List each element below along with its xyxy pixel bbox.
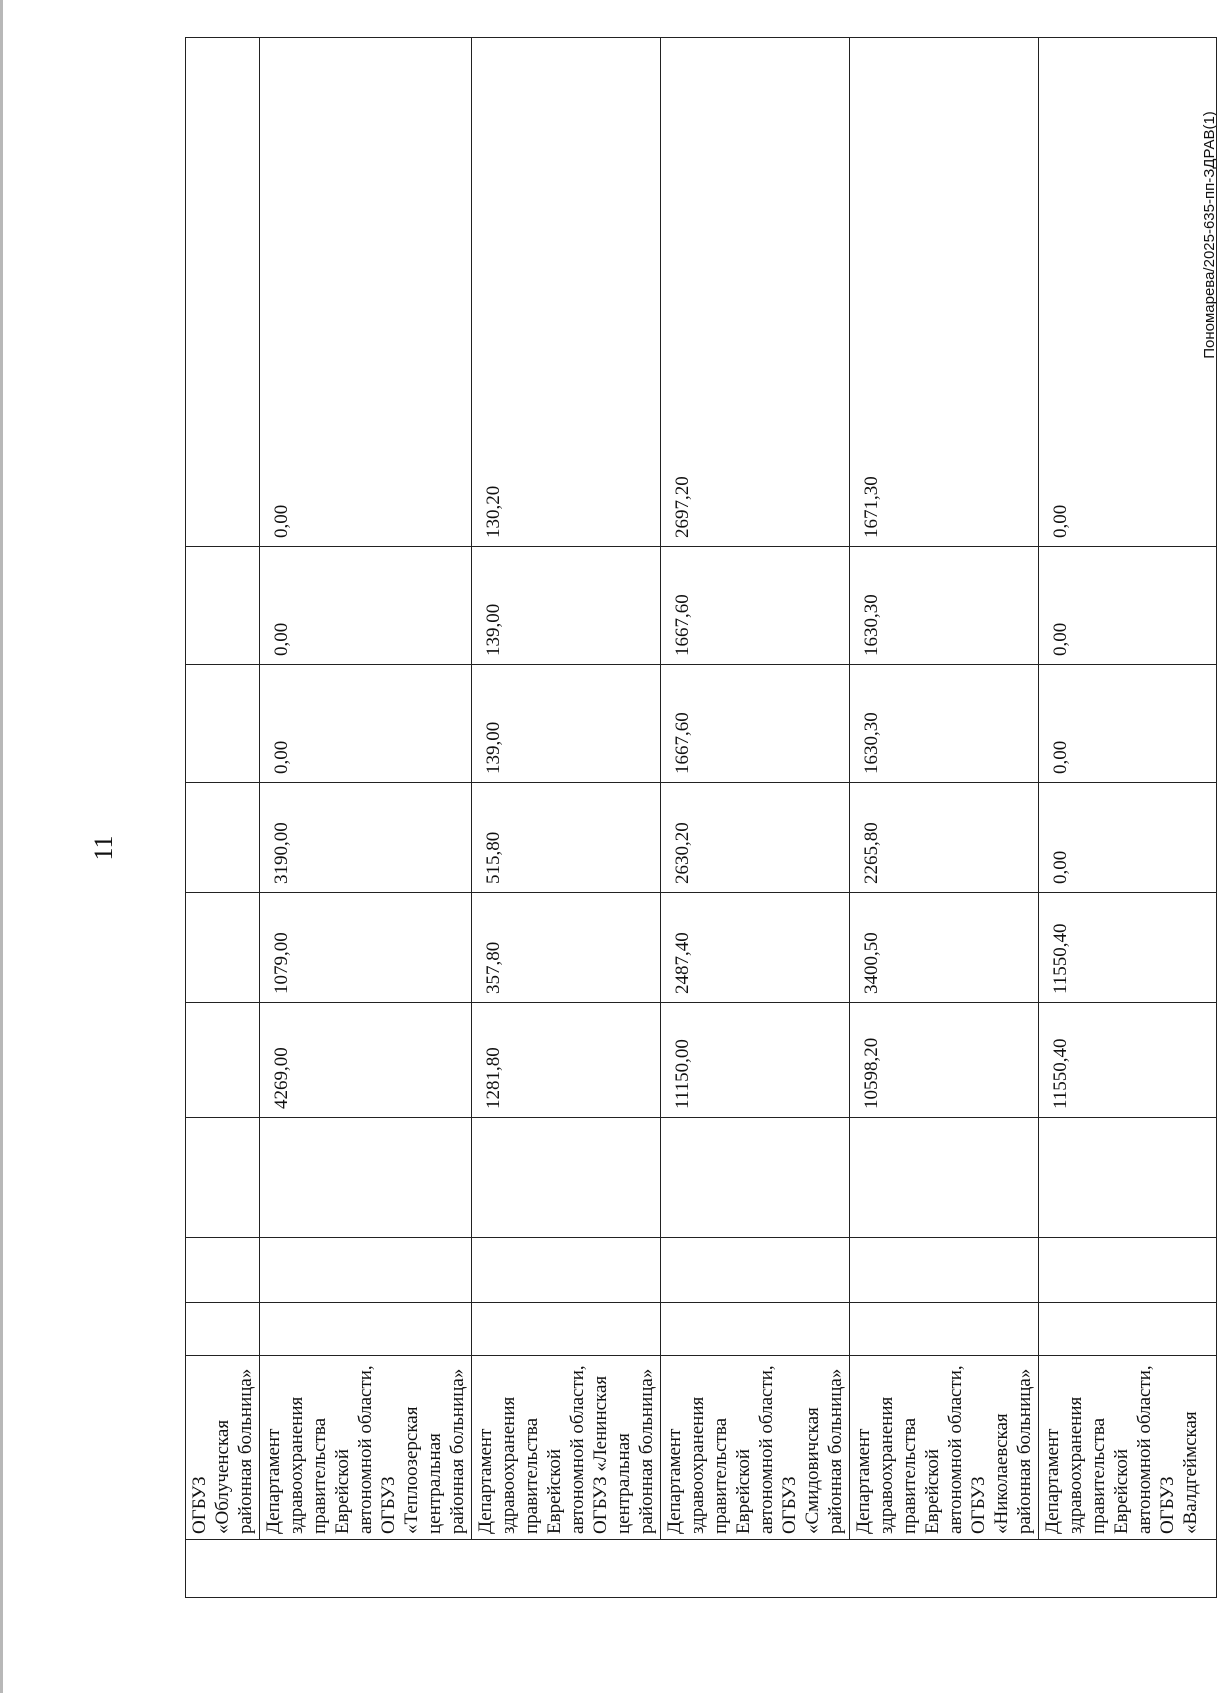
value-cell [1039, 1238, 1217, 1303]
value-cell [1039, 1303, 1217, 1356]
value-cell: 4269,00 [260, 1003, 472, 1118]
value-cell: 1079,00 [260, 893, 472, 1003]
value-cell: 1630,30 [850, 665, 1039, 783]
value-cell: 11550,40 [1039, 893, 1217, 1003]
value-cell [186, 547, 260, 665]
value-cell [186, 1303, 260, 1356]
value-cell: 0,00 [1039, 547, 1217, 665]
value-cell: 3400,50 [850, 893, 1039, 1003]
value-cell [661, 1238, 850, 1303]
value-cell [186, 665, 260, 783]
value-cell: 1667,60 [661, 665, 850, 783]
value-cell [186, 1238, 260, 1303]
table-row [186, 38, 260, 1598]
recipient-cell: Департамент здравоохранения правительства Еврейской автономной области, ОГБУЗ «Смидовичская районная больница» [661, 1356, 850, 1540]
scan-edge-line [0, 0, 3, 1693]
table-row [661, 38, 850, 1598]
value-cell: 2697,20 [661, 38, 850, 547]
value-cell: 0,00 [1039, 665, 1217, 783]
value-cell [850, 1303, 1039, 1356]
recipient-cell: Департамент здравоохранения правительства Еврейской автономной области, ОГБУЗ «Николаевская районная больница» [850, 1356, 1039, 1540]
recipient-cell: Департамент здравоохранения правительства Еврейской автономной области, ОГБУЗ «Валдгеймская [1039, 1356, 1217, 1540]
value-cell [472, 1303, 661, 1356]
value-cell: 0,00 [1039, 38, 1217, 547]
recipient-cell: Департамент здравоохранения правительства Еврейской автономной области, ОГБУЗ «Ленинская центральная районная больница» [472, 1356, 661, 1540]
table-row [472, 38, 661, 1598]
value-cell [260, 1303, 472, 1356]
value-cell: 11550,40 [1039, 1003, 1217, 1118]
value-cell: 515,80 [472, 783, 661, 893]
recipient-cell: ОГБУЗ «Облученская районная больница» [186, 1356, 260, 1540]
value-cell [472, 1238, 661, 1303]
document-footer: Пономарева/2025-635-пп-ЗДРАВ(1) [1201, 111, 1218, 359]
value-cell: 0,00 [260, 38, 472, 547]
value-cell: 11150,00 [661, 1003, 850, 1118]
value-cell [661, 1303, 850, 1356]
value-cell: 3190,00 [260, 783, 472, 893]
value-cell: 1667,60 [661, 547, 850, 665]
value-cell: 0,00 [1039, 783, 1217, 893]
value-cell [260, 1238, 472, 1303]
value-cell: 10598,20 [850, 1003, 1039, 1118]
value-cell: 357,80 [472, 893, 661, 1003]
value-cell [186, 1003, 260, 1118]
value-cell: 2265,80 [850, 783, 1039, 893]
table-row [850, 38, 1039, 1598]
value-cell [1039, 1118, 1217, 1238]
value-cell: 0,00 [260, 547, 472, 665]
value-cell [186, 783, 260, 893]
value-cell [186, 893, 260, 1003]
value-cell: 0,00 [260, 665, 472, 783]
value-cell [850, 1118, 1039, 1238]
recipient-cell: Департамент здравоохранения правительства Еврейской автономной области, ОГБУЗ «Теплоозерская центральная районная больница» [260, 1356, 472, 1540]
value-cell [661, 1118, 850, 1238]
table-row [1039, 38, 1217, 1598]
merged-empty-cell [186, 1540, 1217, 1598]
budget-table-rotated [185, 38, 1201, 1598]
page-number: 11 [89, 835, 118, 861]
value-cell: 139,00 [472, 547, 661, 665]
value-cell: 1281,80 [472, 1003, 661, 1118]
value-cell: 130,20 [472, 38, 661, 547]
value-cell [850, 1238, 1039, 1303]
value-cell: 1630,30 [850, 547, 1039, 665]
value-cell [186, 38, 260, 547]
value-cell: 2487,40 [661, 893, 850, 1003]
value-cell [186, 1118, 260, 1238]
value-cell: 139,00 [472, 665, 661, 783]
budget-table [185, 37, 1217, 1598]
value-cell: 1671,30 [850, 38, 1039, 547]
table-row [260, 38, 472, 1598]
value-cell: 2630,20 [661, 783, 850, 893]
value-cell [260, 1118, 472, 1238]
value-cell [472, 1118, 661, 1238]
